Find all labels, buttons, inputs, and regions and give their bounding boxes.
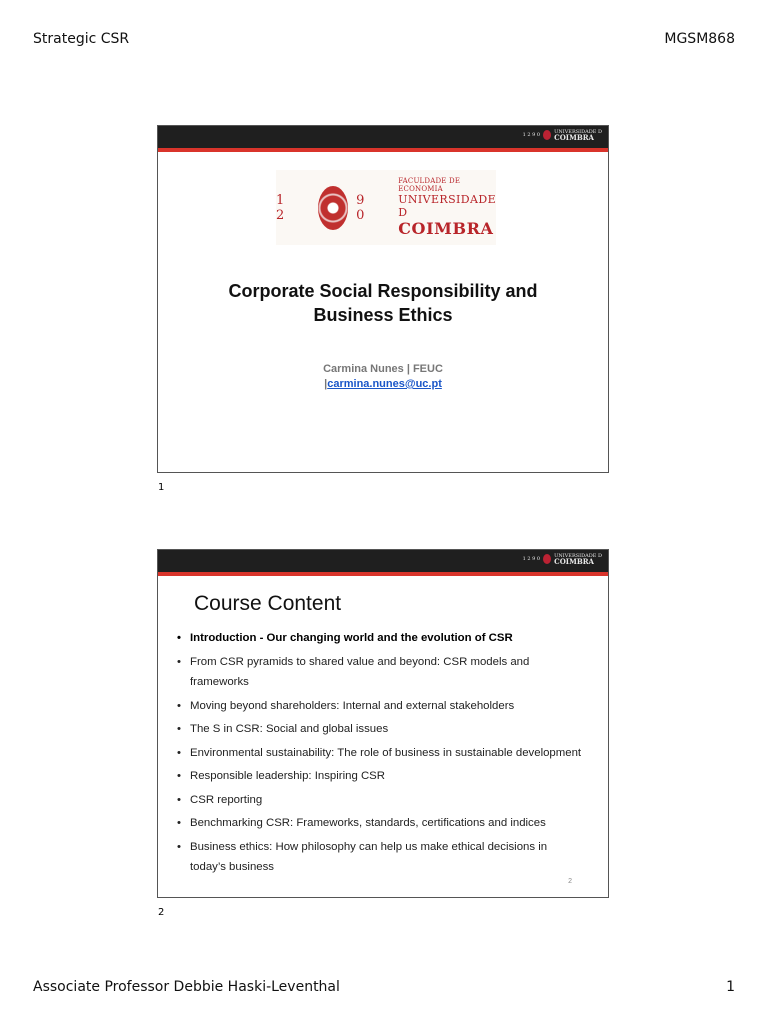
university-logo xyxy=(276,170,496,245)
logo-coimbra: COIMBRA xyxy=(398,219,494,238)
slide-top-bar xyxy=(158,126,608,152)
page-footer-left: Associate Professor Debbie Haski-Leventhal xyxy=(33,979,340,995)
slide-title-line-1: Corporate Social Responsibility and xyxy=(228,281,538,301)
email-link[interactable]: carmina.nunes@uc.pt xyxy=(327,378,442,390)
mini-logo-digits: 1 2 9 0 xyxy=(522,556,541,562)
logo-digits-left: 1 2 xyxy=(276,192,291,223)
author-line: Carmina Nunes | FEUC xyxy=(323,363,443,375)
list-item: • Responsible leadership: Inspiring CSR xyxy=(176,766,586,787)
list-item: • CSR reporting xyxy=(176,790,586,811)
mini-logo-digits: 1 2 9 0 xyxy=(522,132,541,138)
list-item: • Benchmarking CSR: Frameworks, standards, certifications and indices xyxy=(176,813,586,834)
course-content-list xyxy=(176,628,586,881)
slide-page-label-1: 1 xyxy=(158,482,165,493)
slide-page-label-2: 2 xyxy=(158,907,165,918)
university-mini-logo xyxy=(523,130,602,140)
list-item: • From CSR pyramids to shared value and beyond: CSR models and frameworks xyxy=(176,652,586,693)
university-mini-logo xyxy=(523,554,602,564)
page-header-right: MGSM868 xyxy=(664,31,735,47)
mini-logo-top: UNIVERSIDADE D xyxy=(554,553,602,559)
slide-title: Course Content xyxy=(194,592,342,615)
list-item: • The S in CSR: Social and global issues xyxy=(176,719,586,740)
slide-title xyxy=(158,279,608,327)
mini-logo-top: UNIVERSIDADE D xyxy=(554,129,602,135)
logo-university: UNIVERSIDADE D xyxy=(398,193,496,219)
list-item: • Environmental sustainability: The role of business in sustainable development xyxy=(176,743,586,764)
seal-icon xyxy=(318,186,348,230)
logo-faculty: FACULDADE DE ECONOMIA xyxy=(398,177,461,193)
page-footer-right: 1 xyxy=(726,979,735,995)
page-header-left: Strategic CSR xyxy=(33,31,130,47)
slide-title-line-2: Business Ethics xyxy=(313,305,453,325)
list-item: • Introduction - Our changing world and the evolution of CSR xyxy=(176,628,586,649)
mini-logo-name: COIMBRA xyxy=(554,133,594,142)
slide-2 xyxy=(157,549,609,898)
email-line xyxy=(158,378,608,390)
slide-top-bar xyxy=(158,550,608,576)
list-item: • Moving beyond shareholders: Internal and external stakeholders xyxy=(176,696,586,717)
seal-icon xyxy=(543,130,551,140)
email-prefix: | xyxy=(324,378,328,390)
list-item: • Business ethics: How philosophy can help us make ethical decisions in today’s business xyxy=(176,837,586,878)
slide-1 xyxy=(157,125,609,473)
logo-digits-right: 9 0 xyxy=(356,192,371,223)
seal-icon xyxy=(543,554,551,564)
slide-number: 2 xyxy=(568,878,572,885)
mini-logo-name: COIMBRA xyxy=(554,557,594,566)
